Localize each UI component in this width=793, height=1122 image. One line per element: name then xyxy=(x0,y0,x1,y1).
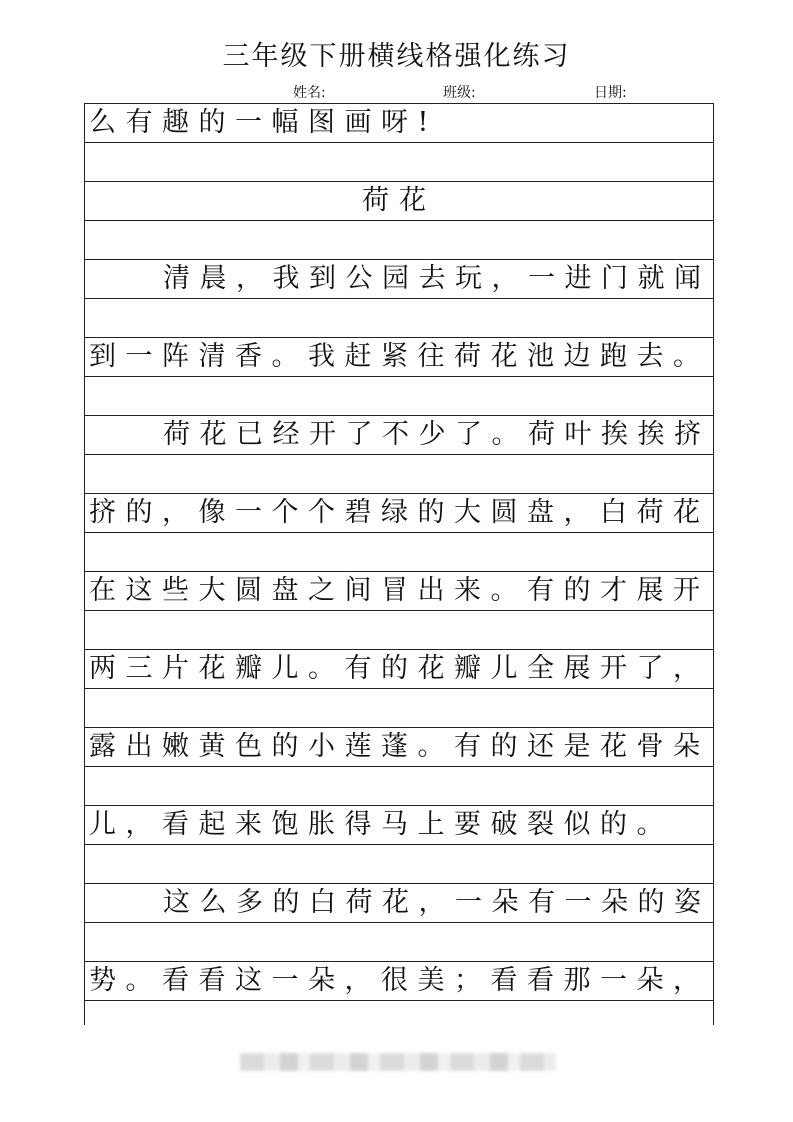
class-label: 班级: xyxy=(443,85,476,101)
text-line: 么有趣的一幅图画呀! xyxy=(85,104,713,143)
blank-ruled-line xyxy=(85,611,713,650)
blank-ruled-line xyxy=(85,1001,713,1040)
blurred-watermark xyxy=(240,1053,556,1071)
page-title: 三年级下册横线格强化练习 xyxy=(222,41,571,72)
name-label: 姓名: xyxy=(293,85,326,101)
text-line: 露出嫩黄色的小莲蓬。有的还是花骨朵 xyxy=(85,728,713,767)
text-line: 在这些大圆盘之间冒出来。有的才展开 xyxy=(85,572,713,611)
text-line: 这么多的白荷花，一朵有一朵的姿 xyxy=(85,884,713,923)
text-line: 两三片花瓣儿。有的花瓣儿全展开了， xyxy=(85,650,713,689)
blank-ruled-line xyxy=(85,533,713,572)
text-line: 清晨，我到公园去玩，一进门就闻 xyxy=(85,260,713,299)
blank-ruled-line xyxy=(85,845,713,884)
blank-ruled-line xyxy=(85,377,713,416)
text-line: 到一阵清香。我赶紧往荷花池边跑去。 xyxy=(85,338,713,377)
text-line: 势。看看这一朵，很美；看看那一朵， xyxy=(85,962,713,1001)
blank-ruled-line xyxy=(85,689,713,728)
blank-ruled-line xyxy=(85,923,713,962)
lined-writing-sheet xyxy=(84,103,714,1025)
blank-ruled-line xyxy=(85,221,713,260)
text-line: 挤的，像一个个碧绿的大圆盘，白荷花 xyxy=(85,494,713,533)
text-line: 儿，看起来饱胀得马上要破裂似的。 xyxy=(85,806,713,845)
date-label: 日期: xyxy=(594,85,627,101)
text-line: 荷花已经开了不少了。荷叶挨挨挤 xyxy=(85,416,713,455)
essay-title-line: 荷花 xyxy=(85,182,713,221)
blank-ruled-line xyxy=(85,299,713,338)
blank-ruled-line xyxy=(85,455,713,494)
blank-ruled-line xyxy=(85,143,713,182)
blank-ruled-line xyxy=(85,767,713,806)
